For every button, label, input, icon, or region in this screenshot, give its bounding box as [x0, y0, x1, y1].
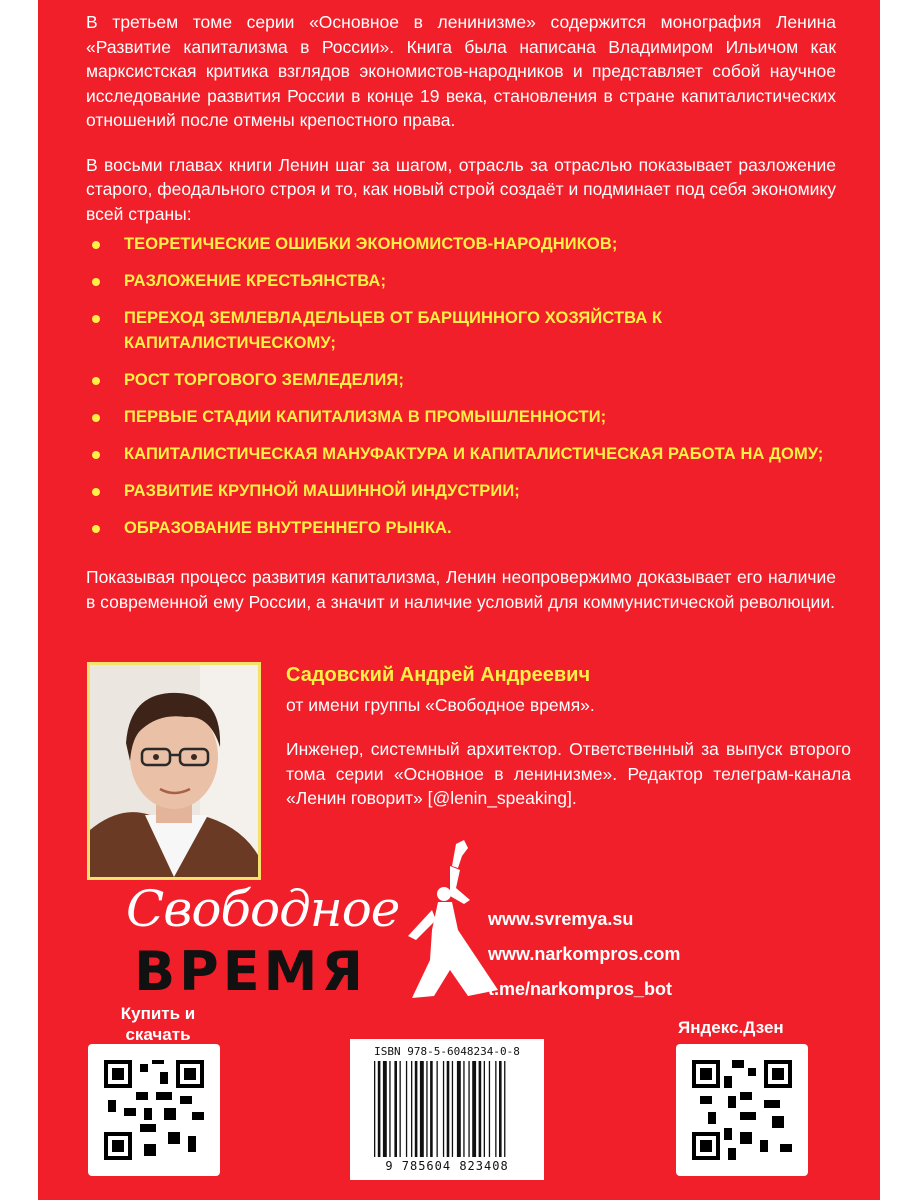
outro-text — [86, 565, 836, 614]
link-svremya[interactable]: www.svremya.su — [488, 909, 634, 929]
bullet-icon — [92, 414, 100, 422]
isbn-barcode — [350, 1039, 544, 1180]
intro-text — [86, 10, 836, 226]
qr-code-icon — [692, 1060, 792, 1160]
chapter-item — [86, 232, 846, 257]
chapter-item — [86, 442, 846, 467]
isbn-label: ISBN 978-5-6048234-0-8 — [374, 1045, 520, 1058]
chapter-item — [86, 405, 846, 430]
author-name: Садовский Андрей Андреевич — [286, 664, 591, 686]
isbn-digits: 9 785604 823408 — [385, 1159, 509, 1173]
chapter-list — [86, 232, 846, 553]
barcode-icon — [372, 1061, 522, 1157]
author-portrait-image — [90, 665, 258, 877]
links-list — [488, 902, 680, 1007]
book-back-cover — [38, 0, 880, 1200]
link-narkompros[interactable]: www.narkompros.com — [488, 944, 681, 964]
chapter-item — [86, 479, 846, 504]
chapter-label: ПЕРВЫЕ СТАДИИ КАПИТАЛИЗМА В ПРОМЫШЛЕННОСТИ; — [124, 408, 607, 426]
bullet-icon — [92, 315, 100, 323]
buy-qr-code[interactable] — [88, 1044, 220, 1176]
bullet-icon — [92, 377, 100, 385]
qr-code-icon — [104, 1060, 204, 1160]
chapter-label: ТЕОРЕТИЧЕСКИЕ ОШИБКИ ЭКОНОМИСТОВ-НАРОДНИКОВ; — [124, 235, 618, 253]
bullet-icon — [92, 488, 100, 496]
buy-label: Купить и скачать — [120, 1004, 196, 1044]
bullet-icon — [92, 278, 100, 286]
intro-paragraph-1: В третьем томе серии «Основное в ленинизме» содержится монография Ленина «Развитие капитализма в России». Книга была написана Владимиром Ильичом как марксистская критика взглядов экономистов-народников и представляет собой научное исследование развития России в конце 19 века, становления в стране капиталистических отношений после отмены крепостного права. — [86, 12, 836, 130]
dzen-label: Яндекс.Дзен — [678, 1018, 784, 1037]
chapter-item — [86, 306, 846, 356]
intro-paragraph-2: В восьми главах книги Ленин шаг за шагом, отрасль за отраслью показывает разложение старого, феодального строя и то, как новый строй создаёт и подминает под себя экономику всей страны: — [86, 154, 836, 224]
dzen-qr-code[interactable] — [676, 1044, 808, 1176]
chapter-label: РАЗЛОЖЕНИЕ КРЕСТЬЯНСТВА; — [124, 272, 387, 290]
chapter-label: КАПИТАЛИСТИЧЕСКАЯ МАНУФАКТУРА И КАПИТАЛИСТИЧЕСКАЯ РАБОТА НА ДОМУ; — [124, 445, 824, 463]
outro-paragraph: Показывая процесс развития капитализма, Ленин неопровержимо доказывает его наличие в современной ему России, а значит и наличие условий для коммунистической революции. — [86, 567, 836, 612]
chapter-label: РАЗВИТИЕ КРУПНОЙ МАШИННОЙ ИНДУСТРИИ; — [124, 482, 520, 500]
author-group: от имени группы «Свободное время». — [286, 695, 595, 715]
publisher-logo-script: Свободное — [126, 880, 400, 938]
chapter-item — [86, 516, 846, 541]
author-photo — [87, 662, 261, 880]
bullet-icon — [92, 525, 100, 533]
chapter-item — [86, 368, 846, 393]
chapter-item — [86, 269, 846, 294]
bullet-icon — [92, 241, 100, 249]
worker-statue-icon — [398, 840, 498, 1000]
chapter-label: ПЕРЕХОД ЗЕМЛЕВЛАДЕЛЬЦЕВ ОТ БАРЩИННОГО ХОЗЯЙСТВА К КАПИТАЛИСТИЧЕСКОМУ; — [124, 309, 663, 352]
chapter-label: РОСТ ТОРГОВОГО ЗЕМЛЕДЕЛИЯ; — [124, 371, 404, 389]
chapter-label: ОБРАЗОВАНИЕ ВНУТРЕННЕГО РЫНКА. — [124, 519, 452, 537]
publisher-logo-word: ВРЕМЯ — [134, 940, 367, 1003]
bullet-icon — [92, 451, 100, 459]
author-bio: Инженер, системный архитектор. Ответственный за выпуск второго тома серии «Основное в ленинизме». Редактор телеграм-канала «Ленин говорит» [@lenin_speaking]. — [286, 739, 851, 808]
link-telegram-bot[interactable]: t.me/narkompros_bot — [488, 979, 673, 999]
